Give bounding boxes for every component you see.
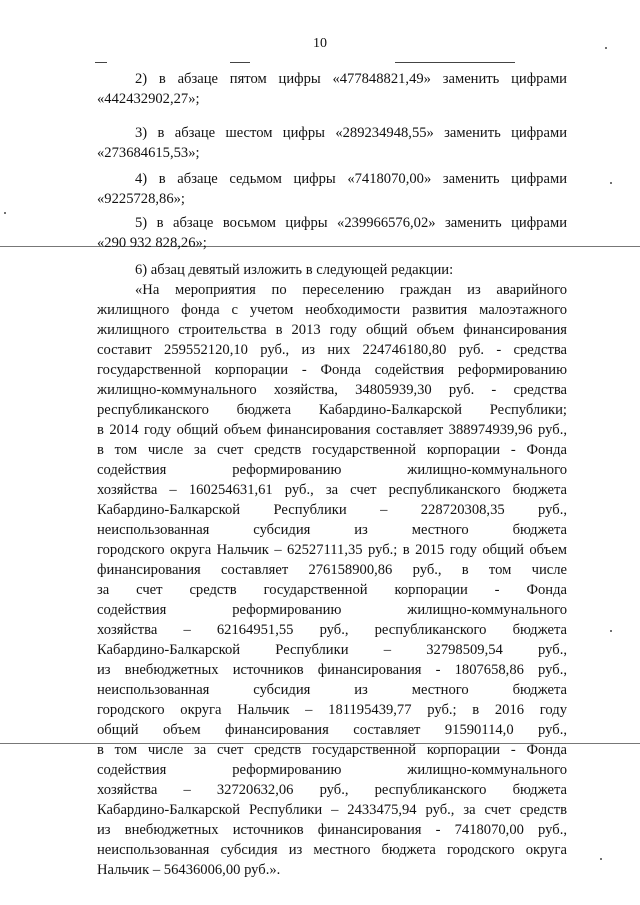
scan-speck: [600, 858, 602, 860]
page-number: 10: [313, 36, 327, 51]
item-5-line-1: 5) в абзаце восьмом цифры «239966576,02» заменить цифрами: [135, 215, 567, 231]
quote-line: в 2014 году общий объем финансирования составляет 388974939,96 руб.,: [97, 422, 567, 438]
quote-line: хозяйства – 32720632,06 руб., республиканского бюджета: [97, 782, 567, 798]
quote-line: содействия реформированию жилищно-коммунального: [97, 762, 567, 778]
quote-line: из внебюджетных источников финансирования - 1807658,86 руб.,: [97, 662, 567, 678]
quote-line: городского округа Нальчик – 62527111,35 руб.; в 2015 году общий объем: [97, 542, 567, 558]
quote-line: содействия реформированию жилищно-коммунального: [97, 462, 567, 478]
quote-line: Кабардино-Балкарской Республики – 32798509,54 руб.,: [97, 642, 567, 658]
quote-line: Кабардино-Балкарской Республики – 2433475,94 руб., за счет средств: [97, 802, 567, 818]
quote-line: Кабардино-Балкарской Республики – 228720308,35 руб.,: [97, 502, 567, 518]
quote-line: хозяйства – 160254631,61 руб., за счет республиканского бюджета: [97, 482, 567, 498]
item-3-line-2: «273684615,53»;: [97, 145, 200, 161]
item-4-line-2: «9225728,86»;: [97, 191, 185, 207]
quote-line: содействия реформированию жилищно-коммунального: [97, 602, 567, 618]
quote-line: за счет средств государственной корпорации - Фонда: [97, 582, 567, 598]
quote-line: хозяйства – 62164951,55 руб., республиканского бюджета: [97, 622, 567, 638]
quote-line: Нальчик – 56436006,00 руб.».: [97, 862, 281, 878]
quote-line: государственной корпорации - Фонда содействия реформированию: [97, 362, 567, 378]
item-6-heading: 6) абзац девятый изложить в следующей редакции:: [135, 262, 454, 278]
quote-line: неиспользованная субсидия из местного бюджета городского округа: [97, 842, 567, 858]
quote-line: жилищного строительства в 2013 году общий объем финансирования: [97, 322, 567, 338]
quote-line: общий объем финансирования составляет 91590114,0 руб.,: [97, 722, 567, 738]
quote-line: городского округа Нальчик – 181195439,77 руб.; в 2016 году: [97, 702, 567, 718]
item-5-line-2: «290 932 828,26»;: [97, 235, 207, 251]
item-4-line-1: 4) в абзаце седьмом цифры «7418070,00» заменить цифрами: [135, 171, 567, 187]
scan-speck: [610, 630, 612, 632]
scan-speck: [610, 182, 612, 184]
quote-line: неиспользованная субсидия из местного бюджета: [97, 522, 567, 538]
quote-line: из внебюджетных источников финансирования - 7418070,00 руб.,: [97, 822, 567, 838]
scan-artifact-line: [230, 62, 250, 63]
quote-line: составит 259552120,10 руб., из них 224746180,80 руб. - средства: [97, 342, 567, 358]
scan-artifact-line: [395, 62, 515, 63]
quote-line: финансирования составляет 276158900,86 руб., в том числе: [97, 562, 567, 578]
item-3-line-1: 3) в абзаце шестом цифры «289234948,55» заменить цифрами: [135, 125, 567, 141]
quote-line: неиспользованная субсидия из местного бюджета: [97, 682, 567, 698]
quote-line: республиканского бюджета Кабардино-Балкарской Республики;: [97, 402, 567, 418]
quote-line: в том числе за счет средств государственной корпорации - Фонда: [97, 742, 567, 758]
scan-speck: [605, 47, 607, 49]
item-2-line-1: 2) в абзаце пятом цифры «477848821,49» заменить цифрами: [135, 71, 567, 87]
quote-line: жилищно-коммунального хозяйства, 34805939,30 руб. - средства: [97, 382, 567, 398]
scan-speck: [4, 212, 6, 214]
quote-line: «На мероприятия по переселению граждан из аварийного: [135, 282, 567, 298]
quote-line: жилищного фонда с учетом необходимости развития малоэтажного: [97, 302, 567, 318]
quote-line: в том числе за счет средств государственной корпорации - Фонда: [97, 442, 567, 458]
item-2-line-2: «442432902,27»;: [97, 91, 200, 107]
scan-artifact-line: [95, 62, 107, 63]
